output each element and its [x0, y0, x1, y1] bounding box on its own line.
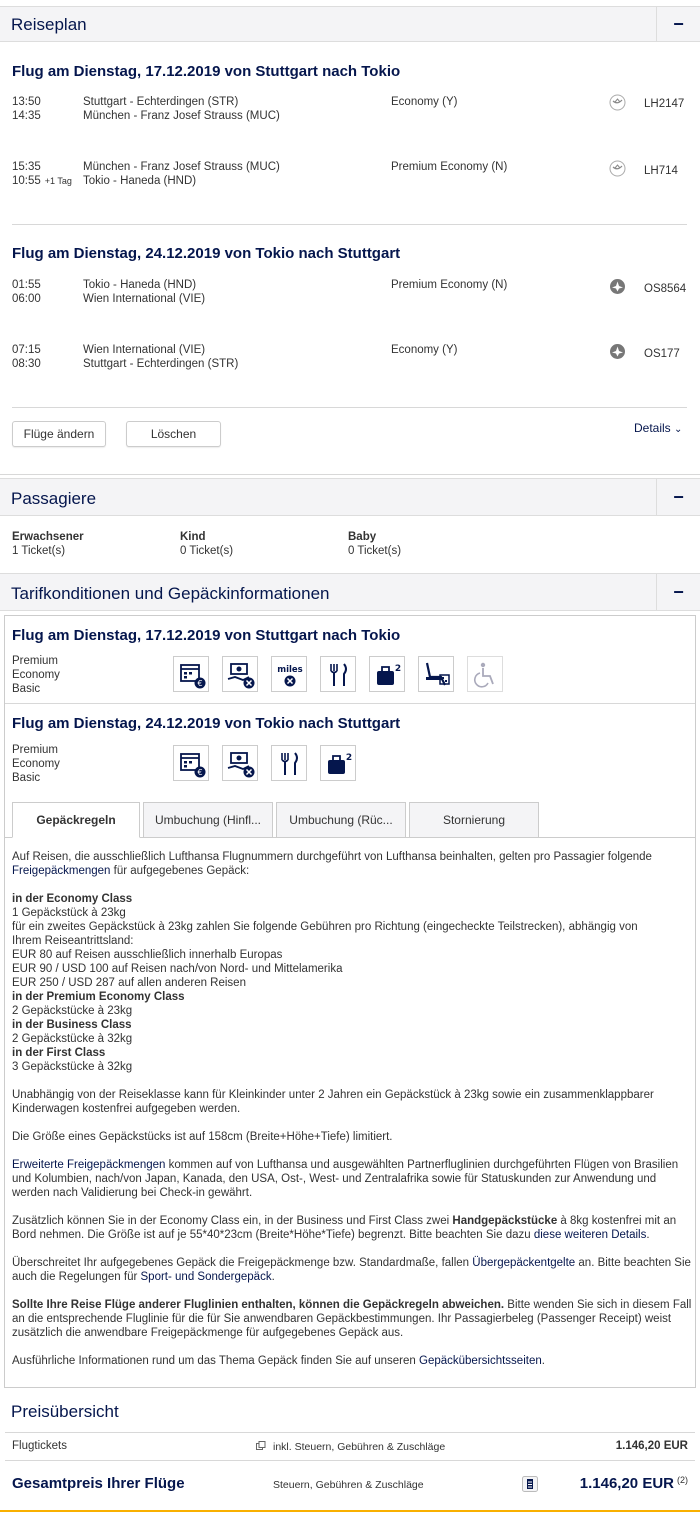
passenger-ticket-count: 0 Ticket(s)	[348, 545, 402, 557]
class-heading: in der Economy Class	[12, 893, 133, 905]
passenger-child	[180, 530, 233, 558]
class-heading: in der Premium Economy Class	[12, 991, 185, 1003]
fare-brand	[12, 654, 60, 696]
outbound-flight-title: Flug am Dienstag, 17.12.2019 von Stuttgart nach Tokio	[12, 63, 401, 80]
text: 2 Gepäckstücke à 32kg	[12, 1033, 133, 1045]
excess-baggage-link[interactable]: Übergepäckentgelte	[472, 1257, 576, 1269]
divider	[12, 407, 687, 408]
text: .	[541, 1355, 545, 1367]
segment-times	[12, 343, 41, 371]
seat-selection-icon[interactable]	[418, 656, 454, 692]
accent-bar	[0, 1510, 700, 1512]
departure-time: 01:55	[12, 279, 41, 291]
flight-number: OS177	[644, 348, 680, 360]
departure-airport: Tokio - Haneda (HND)	[83, 279, 197, 291]
text: Überschreitet Ihr aufgegebenes Gepäck die Freigepäckmenge bzw. Standardmaße, fallen	[12, 1257, 473, 1269]
miles-not-allowed-icon[interactable]	[271, 656, 307, 692]
class-heading: in der First Class	[12, 1047, 106, 1059]
miles-label: miles	[277, 665, 303, 675]
divider	[5, 1460, 695, 1461]
segment-times	[12, 278, 41, 306]
text: für ein zweites Gepäckstück à 23kg zahlen Sie folgende Gebühren pro Richtung (eingecheckte Teilstrecken), abhängig von	[12, 921, 638, 933]
sports-baggage-link[interactable]: Sport- und Sondergepäck	[140, 1271, 272, 1283]
tickets-note: inkl. Steuern, Gebühren & Zuschläge	[273, 1441, 446, 1453]
chevron-down-icon: ⌄	[674, 424, 683, 435]
free-baggage-link[interactable]: Freigepäckmengen	[12, 865, 111, 877]
passenger-baby	[348, 530, 401, 558]
details-link[interactable]	[634, 421, 682, 435]
baggage-count: 2	[394, 664, 402, 674]
details-label: Details	[634, 421, 671, 435]
text: Zusätzlich können Sie in der Economy Class ein, in der Business und First Class zwei	[12, 1215, 453, 1227]
departure-time: 13:50	[12, 96, 41, 108]
text: an. Bitte beachten Sie auch die Regelungen für	[12, 1257, 691, 1283]
cabin-class: Premium Economy (N)	[391, 161, 508, 173]
baggage-overview-link[interactable]: Gepäckübersichtsseiten	[419, 1355, 542, 1367]
passenger-ticket-count: 1 Ticket(s)	[12, 545, 66, 557]
arrival-airport: Stuttgart - Echterdingen (STR)	[83, 358, 239, 370]
change-flights-button[interactable]: Flüge ändern	[12, 421, 106, 447]
fare-brand-line: Basic	[12, 772, 41, 784]
text: 1 Gepäckstück à 23kg	[12, 907, 126, 919]
lufthansa-icon	[609, 160, 626, 177]
cabin-class: Premium Economy (N)	[391, 279, 508, 291]
divider	[12, 224, 687, 225]
divider	[5, 703, 695, 704]
arrival-time: 10:55	[12, 175, 41, 187]
arrival-airport: München - Franz Josef Strauss (MUC)	[83, 110, 280, 122]
divider	[0, 474, 700, 475]
austrian-icon	[609, 278, 626, 295]
departure-airport: Wien International (VIE)	[83, 344, 206, 356]
class-heading: in der Business Class	[12, 1019, 132, 1031]
fares-header[interactable]	[0, 573, 700, 611]
text: EUR 80 auf Reisen ausschließlich innerhalb Europas	[12, 949, 283, 961]
text: EUR 250 / USD 287 auf allen anderen Reisen	[12, 977, 246, 989]
text: à 8kg kostenfrei mit an Bord nehmen. Die Größe ist auf je 55*40*23cm (Breite*Höhe*Tiefe) begrenzt. Bitte beachten Sie dazu	[12, 1215, 677, 1241]
text: Sollte Ihre Reise Flüge anderer Fluglinien enthalten, können die Gepäckregeln abweichen.	[12, 1299, 505, 1311]
departure-airport: München - Franz Josef Strauss (MUC)	[83, 161, 280, 173]
meal-icon[interactable]	[320, 656, 356, 692]
departure-airport: Stuttgart - Echterdingen (STR)	[83, 96, 239, 108]
text: 3 Gepäckstücke à 32kg	[12, 1061, 133, 1073]
collapse-toggle[interactable]: −	[656, 7, 700, 41]
departure-time: 07:15	[12, 344, 41, 356]
calculator-icon[interactable]	[522, 1476, 538, 1492]
passenger-adult	[12, 530, 84, 558]
text: Auf Reisen, die ausschließlich Lufthansa Flugnummern durchgeführt von Lufthansa beinhalten, gelten pro Passagier folgende	[12, 851, 652, 863]
text: EUR 90 / USD 100 auf Reisen nach/von Nord- und Mittelamerika	[12, 963, 343, 975]
text: Ausführliche Informationen rund um das Thema Gepäck finden Sie auf unseren	[12, 1355, 419, 1367]
total-note: Steuern, Gebühren & Zuschläge	[273, 1479, 424, 1491]
text: Unabhängig von der Reiseklasse kann für Kleinkinder unter 2 Jahren ein Gepäckstück à 23kg sowie ein zusammenklappbarer Kinderwagen kostenfrei aufgegeben werden.	[12, 1089, 654, 1115]
svg-text:€: €	[197, 679, 203, 688]
rebooking-fee-icon[interactable]	[173, 745, 209, 781]
segment-times	[12, 95, 41, 123]
arrival-airport: Tokio - Haneda (HND)	[83, 175, 197, 187]
text: Handgepäckstücke	[452, 1215, 558, 1227]
flight-number: OS8564	[644, 283, 687, 295]
total-label: Gesamtpreis Ihrer Flüge	[12, 1475, 185, 1492]
meal-icon[interactable]	[271, 745, 307, 781]
fare-brand	[12, 743, 60, 785]
tab-rebooking-inbound[interactable]: Umbuchung (Rüc...	[276, 802, 406, 838]
cabin-class: Economy (Y)	[391, 344, 458, 356]
wheelchair-icon[interactable]	[467, 656, 503, 692]
lufthansa-icon	[609, 94, 626, 111]
info-copy-icon[interactable]	[256, 1441, 266, 1451]
inbound-fare-title: Flug am Dienstag, 24.12.2019 von Tokio nach Stuttgart	[12, 715, 401, 732]
passenger-type-label: Baby	[348, 531, 377, 543]
text: Bitte wenden Sie sich in diesem Fall an die entsprechende Fluglinie für die für Sie anwendbaren Gepäckbestimmungen. Ihr Passagierbeleg (Passenger Receipt) weist zusätzlich die anwendbare Freigepäckmenge für aufgegebenes Gepäck aus.	[12, 1299, 692, 1339]
fares-title: Tarifkonditionen und Gepäckinformationen	[11, 584, 330, 603]
refund-not-allowed-icon[interactable]	[222, 656, 258, 692]
text: für aufgegebenes Gepäck:	[110, 865, 250, 877]
passengers-header[interactable]	[0, 478, 700, 516]
departure-time: 15:35	[12, 161, 41, 173]
segment-airports	[83, 160, 280, 188]
passenger-ticket-count: 0 Ticket(s)	[180, 545, 234, 557]
text: kommen auf von Lufthansa und ausgewählten Partnerfluglinien durchgeführten Flügen von Brasilien und Kolumbien, nach/von Japan, Kanada, den USA, Ost-, West- und Zentralafrika sowie für Statuskunden zur Anwendung und werden nach Validierung bei Check-in gewährt.	[12, 1159, 679, 1199]
outbound-fare-title: Flug am Dienstag, 17.12.2019 von Stuttgart nach Tokio	[12, 627, 401, 644]
tickets-amount: 1.146,20 EUR	[615, 1440, 688, 1452]
tab-cancellation[interactable]: Stornierung	[409, 802, 539, 838]
footnote-marker: (2)	[677, 1475, 688, 1485]
text: .	[646, 1229, 650, 1241]
inbound-flight-title: Flug am Dienstag, 24.12.2019 von Tokio nach Stuttgart	[12, 245, 401, 262]
rebooking-fee-icon[interactable]	[173, 656, 209, 692]
arrival-time: 06:00	[12, 293, 41, 305]
itinerary-header[interactable]	[0, 6, 700, 42]
baggage-count: 2	[345, 753, 353, 763]
segment-airports	[83, 95, 280, 123]
total-amount-value: 1.146,20 EUR	[579, 1475, 674, 1492]
segment-airports	[83, 278, 205, 306]
fare-brand-line: Economy	[12, 758, 60, 770]
fare-brand-line: Premium	[12, 744, 59, 756]
next-day-badge: +1 Tag	[44, 176, 72, 186]
svg-text:€: €	[197, 768, 203, 777]
extended-baggage-link[interactable]: Erweiterte Freigepäckmengen	[12, 1159, 166, 1171]
tab-baggage-rules[interactable]: Gepäckregeln	[12, 802, 140, 838]
refund-not-allowed-icon[interactable]	[222, 745, 258, 781]
arrival-airport: Wien International (VIE)	[83, 293, 206, 305]
cabin-class: Economy (Y)	[391, 96, 458, 108]
austrian-icon	[609, 343, 626, 360]
fare-brand-line: Basic	[12, 683, 41, 695]
collapse-toggle[interactable]: −	[656, 574, 700, 610]
price-title: Preisübersicht	[11, 1402, 119, 1421]
baggage-2-icon[interactable]	[369, 656, 405, 692]
text: Ihrem Reiseantrittsland:	[12, 935, 134, 947]
arrival-time: 14:35	[12, 110, 41, 122]
more-details-link[interactable]: diese weiteren Details	[533, 1229, 647, 1241]
divider	[5, 1432, 695, 1433]
tab-rebooking-outbound[interactable]: Umbuchung (Hinfl...	[143, 802, 273, 838]
collapse-toggle[interactable]: −	[656, 479, 700, 515]
passenger-type-label: Erwachsener	[12, 531, 84, 543]
delete-button[interactable]: Löschen	[126, 421, 221, 447]
tickets-label: Flugtickets	[12, 1440, 67, 1452]
flight-number: LH2147	[644, 98, 685, 110]
baggage-2-icon[interactable]	[320, 745, 356, 781]
segment-airports	[83, 343, 238, 371]
passengers-title: Passagiere	[11, 489, 97, 508]
flight-number: LH714	[644, 165, 678, 177]
passenger-type-label: Kind	[180, 531, 206, 543]
baggage-rules-content	[12, 850, 692, 1368]
text: 2 Gepäckstücke à 23kg	[12, 1005, 133, 1017]
fare-brand-line: Premium	[12, 655, 59, 667]
text: Die Größe eines Gepäckstücks ist auf 158cm (Breite+Höhe+Tiefe) limitiert.	[12, 1131, 393, 1143]
segment-times	[12, 160, 72, 188]
arrival-time: 08:30	[12, 358, 41, 370]
fare-brand-line: Economy	[12, 669, 60, 681]
itinerary-title: Reiseplan	[11, 15, 87, 34]
text: .	[271, 1271, 275, 1283]
total-amount	[580, 1475, 688, 1492]
